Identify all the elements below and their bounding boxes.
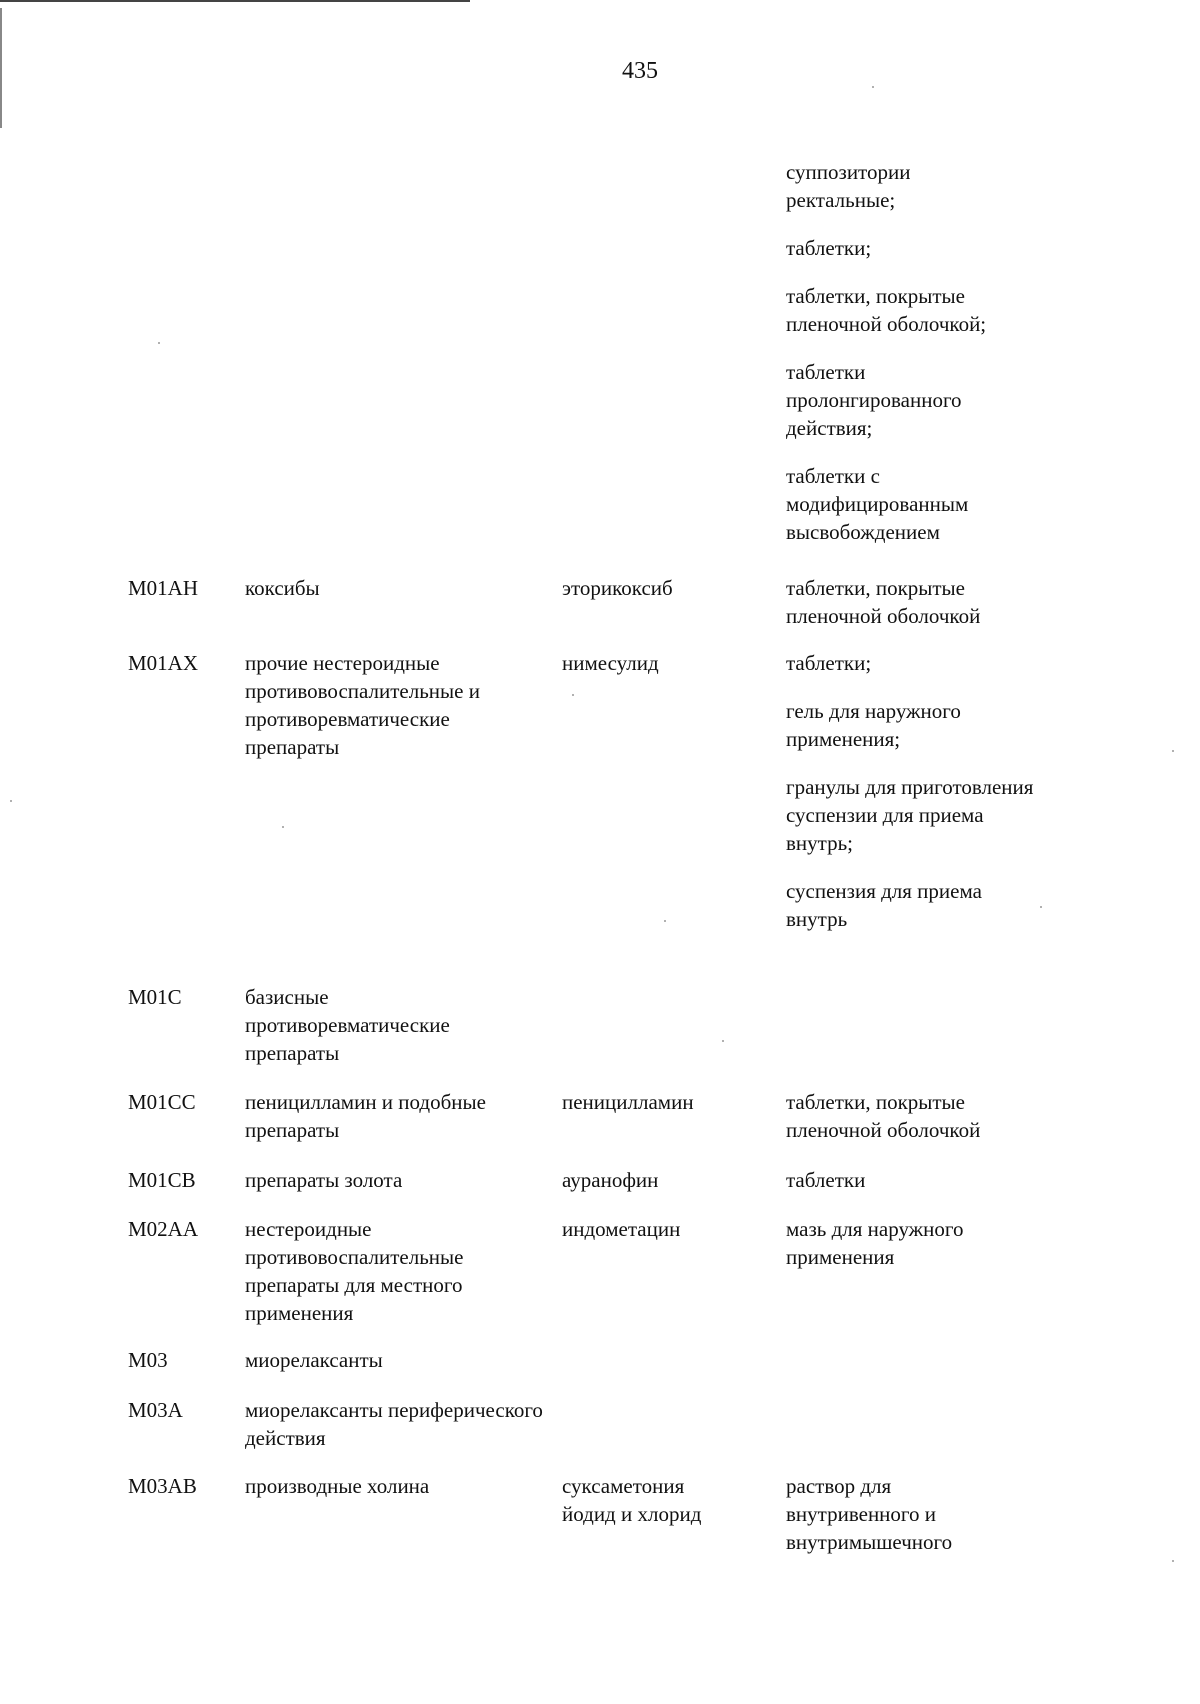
dosage-form: гель для наружного применения;: [786, 699, 961, 751]
dosage-form: раствор для внутривенного и внутримышечного: [786, 1474, 953, 1554]
continued-forms-list: [786, 158, 1036, 566]
scan-speck: [1172, 750, 1174, 752]
scan-speck: [1172, 1560, 1174, 1562]
dosage-form: таблетки;: [786, 651, 872, 675]
scan-speck: [282, 826, 284, 828]
dosage-form: гранулы для приготовления суспензии для приема внутрь;: [786, 775, 1034, 855]
scan-speck: [10, 800, 12, 802]
dosage-form: таблетки, покрытые пленочной оболочкой: [786, 576, 981, 628]
atc-code: M01AX: [128, 651, 199, 675]
scan-speck: [1040, 906, 1042, 908]
drug-name: индометацин: [562, 1217, 681, 1241]
dosage-forms: [786, 1088, 1036, 1164]
scan-speck: [158, 342, 160, 344]
dosage-form: таблетки, покрытые пленочной оболочкой;: [786, 284, 987, 336]
atc-code: M03A: [128, 1398, 183, 1422]
dosage-form: таблетки: [786, 1168, 866, 1192]
dosage-forms: [786, 1166, 1036, 1214]
dosage-form: суспензия для приема внутрь: [786, 879, 982, 931]
atc-code: M01CB: [128, 1168, 196, 1192]
dosage-form: таблетки;: [786, 236, 872, 260]
pharmacological-group: прочие нестероидные противовоспалительные и противоревматические препараты: [245, 651, 480, 759]
atc-code: M01AH: [128, 576, 199, 600]
dosage-form: таблетки пролонгированного действия;: [786, 360, 962, 440]
scan-speck: [872, 86, 874, 88]
dosage-forms: [786, 649, 1036, 953]
dosage-forms: [786, 1215, 1036, 1291]
pharmacological-group: миорелаксанты: [245, 1348, 383, 1372]
atc-code: M02AA: [128, 1217, 199, 1241]
dosage-forms: [786, 574, 1036, 650]
drug-name: суксаметония йодид и хлорид: [562, 1474, 702, 1526]
drug-name: пеницилламин: [562, 1090, 694, 1114]
pharmacological-group: миорелаксанты периферического действия: [245, 1398, 543, 1450]
atc-code: M03AB: [128, 1474, 197, 1498]
pharmacological-group: препараты золота: [245, 1168, 403, 1192]
dosage-form: мазь для наружного применения: [786, 1217, 964, 1269]
page-number: 435: [622, 58, 658, 84]
dosage-forms: [786, 1472, 1036, 1576]
pharmacological-group: производные холина: [245, 1474, 430, 1498]
pharmacological-group: базисные противоревматические препараты: [245, 985, 450, 1065]
dosage-form: таблетки с модифицированным высвобождением: [786, 464, 969, 544]
pharmacological-group: нестероидные противовоспалительные препараты для местного применения: [245, 1217, 464, 1325]
scan-edge-top: [0, 0, 470, 2]
drug-name: ауранофин: [562, 1168, 659, 1192]
atc-code: M03: [128, 1348, 168, 1372]
scan-speck: [722, 1040, 724, 1042]
dosage-form: таблетки, покрытые пленочной оболочкой: [786, 1090, 981, 1142]
drug-name: нимесулид: [562, 651, 659, 675]
pharmacological-group: коксибы: [245, 576, 320, 600]
pharmacological-group: пеницилламин и подобные препараты: [245, 1090, 486, 1142]
atc-code: M01C: [128, 985, 182, 1009]
dosage-form: суппозитории ректальные;: [786, 160, 911, 212]
drug-name: эторикоксиб: [562, 576, 673, 600]
atc-code: M01CC: [128, 1090, 196, 1114]
scan-speck: [664, 920, 666, 922]
scan-speck: [572, 694, 574, 696]
